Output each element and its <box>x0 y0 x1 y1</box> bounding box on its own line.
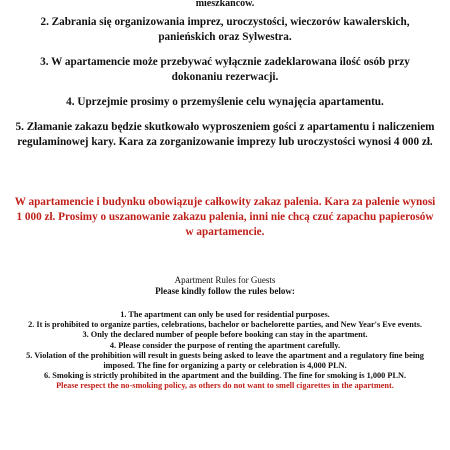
english-rule-4: 4. Please consider the purpose of renting the apartment carefully. <box>109 340 341 350</box>
polish-partial-line: mieszkańców. <box>195 0 255 9</box>
english-rule-5: 5. Violation of the prohibition will result in guests being asked to leave the apartment and a regulatory fine being imposed. The fine for organizing a party or celebration is 4,000 PLN. <box>26 350 424 371</box>
polish-smoking-notice: W apartamencie i budynku obowiązuje całkowity zakaz palenia. Kara za palenie wynosi 1 000 zł. Prosimy o uszanowanie zakazu palenia, inni nie chcą czuć zapachu papierosów w apartamencie. <box>14 196 436 238</box>
polish-rule-5: 5. Złamanie zakazu będzie skutkowało wyproszeniem gości z apartamentu i naliczeniem regulaminowej kary. Kara za zorganizowanie imprezy lub uroczystości wynosi 4 000 zł. <box>15 121 435 148</box>
english-title: Apartment Rules for Guests <box>174 275 276 285</box>
english-rules-section <box>10 275 440 392</box>
polish-rule-2: 2. Zabrania się organizowania imprez, uroczystości, wieczorów kawalerskich, panieńskich oraz Sylwestra. <box>40 16 410 43</box>
english-rule-2: 2. It is prohibited to organize parties, celebrations, bachelor or bachelorette parties, and New Year's Eve events. <box>28 320 422 330</box>
english-smoking-note: Please respect the no-smoking policy, as others do not want to smell cigarettes in the apartment. <box>56 381 394 391</box>
english-rule-1: 1. The apartment can only be used for residential purposes. <box>120 310 330 319</box>
english-rule-3: 3. Only the declared number of people before booking can stay in the apartment. <box>82 330 368 340</box>
polish-rule-3: 3. W apartamencie może przebywać wyłącznie zadeklarowana ilość osób przy dokonaniu rezerwacji. <box>40 56 410 83</box>
polish-rule-4: 4. Uprzejmie prosimy o przemyślenie celu wynajęcia apartamentu. <box>66 96 384 108</box>
english-subtitle: Please kindly follow the rules below: <box>155 286 295 296</box>
english-rule-6: 6. Smoking is strictly prohibited in the apartment and the building. The fine for smoking is 1,000 PLN. <box>43 371 407 381</box>
english-rules-list <box>10 310 440 381</box>
